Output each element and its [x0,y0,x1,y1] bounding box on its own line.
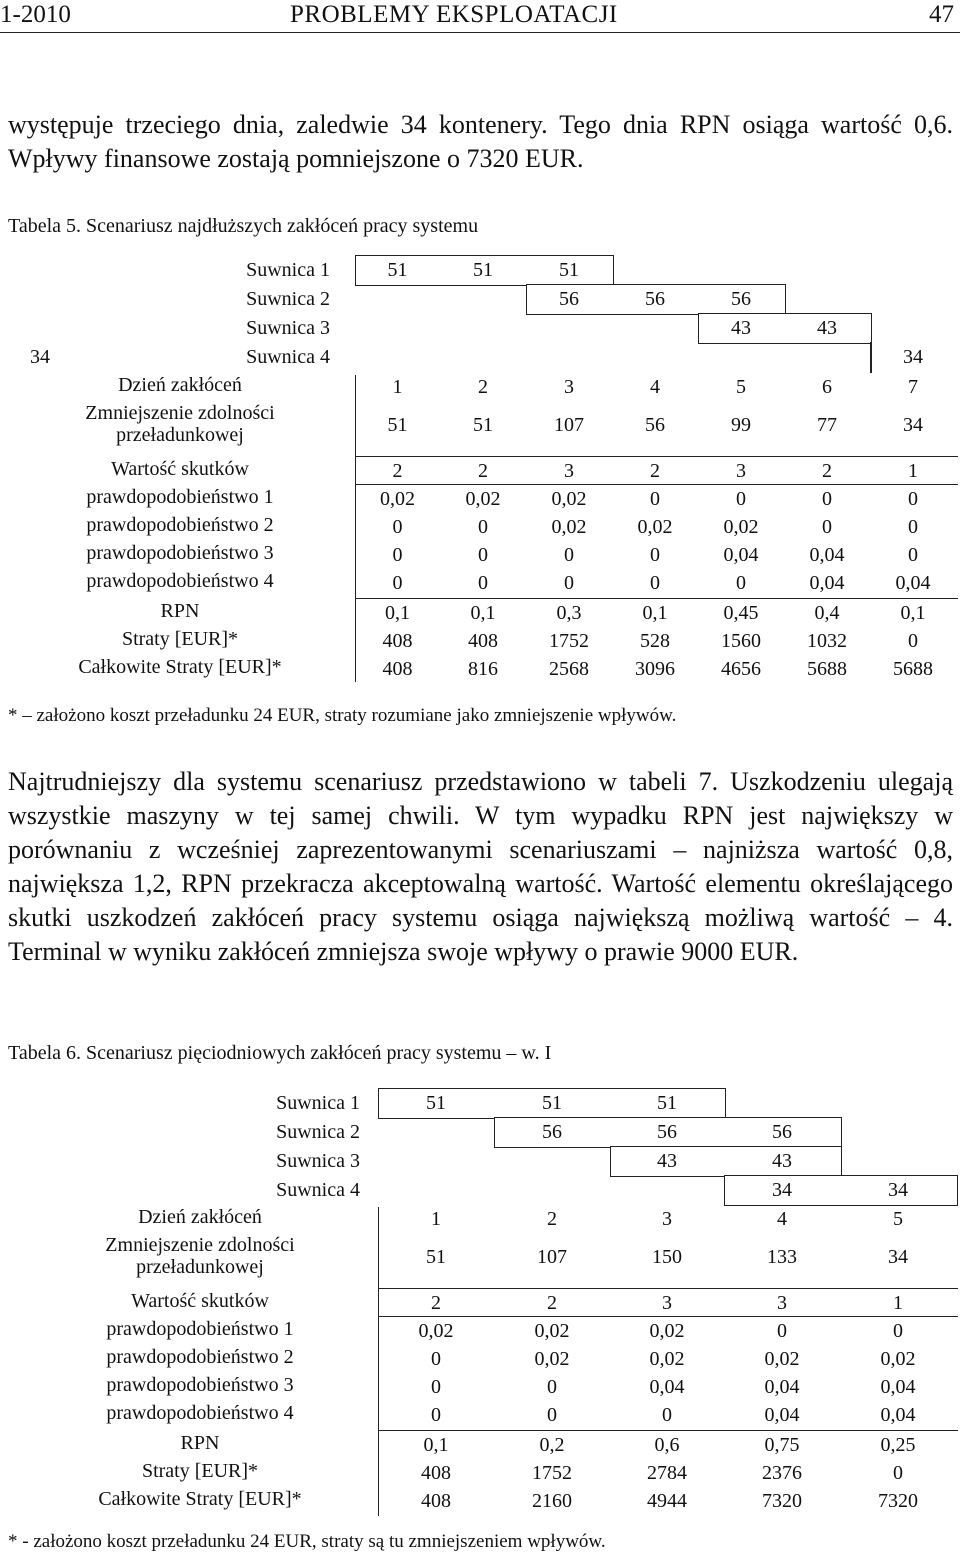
row-label: Zmniejszenie zdolności przeładunkowej [85,402,275,446]
cell-value: 4656 [721,658,761,680]
cell-value: 1752 [532,1462,572,1484]
crane-value: 56 [657,1121,677,1143]
cell-value: 3096 [635,658,675,680]
row-label: Wartość skutków [131,1290,269,1312]
cell-value: 0,04 [809,544,845,566]
table-divider [355,375,356,682]
row-separator [355,456,958,457]
cell-value: 107 [554,414,584,436]
row-separator [378,1316,958,1317]
row-label: Dzień zakłóceń [118,374,242,396]
cell-value: 0,04 [764,1376,800,1398]
cell-value: 2 [650,460,660,482]
row-separator [378,1288,958,1289]
table5-footnote: * – założono koszt przeładunku 24 EUR, straty rozumiane jako zmniejszenie wpływów. [8,705,677,726]
body-paragraph: Najtrudniejszy dla systemu scenariusz przedstawiono w tabeli 7. Uszkodzeniu ulegają wszystkie maszyny w tej samej chwili. W tym wypadku RPN jest największy w porównaniu z wcześniej zaprezentowanymi scenariuszami – najniższa wartość 0,8, największa 1,2, RPN przekracza akceptowalną wartość. Wartość elementu określającego skutki uszkodzeń zakłóceń pracy systemu osiąga największą możliwą wartość – 4. Terminal w wyniku zakłóceń zmniejsza swoje wpływy o prawie 9000 EUR. [8,767,953,966]
cell-value: 0 [908,544,918,566]
crane-value: 34 [30,346,50,368]
row-label: Straty [EUR]* [141,1460,259,1482]
row-label: prawdopodobieństwo 1 [86,486,274,508]
running-header [0,0,960,36]
cell-value: 2376 [762,1462,802,1484]
cell-value: 1 [893,1292,903,1314]
cell-value: 51 [473,414,493,436]
cell-value: 1 [431,1208,441,1230]
crane-value: 43 [772,1150,792,1172]
cell-value: 7320 [762,1490,802,1512]
table5-caption: Tabela 5. Scenariusz najdłuższych zakłóceń pracy systemu [8,215,479,237]
cell-value: 0,75 [764,1434,800,1456]
cell-value: 3 [662,1292,672,1314]
crane-label: Suwnica 2 [276,1121,360,1143]
cell-value: 0,25 [880,1434,916,1456]
cell-value: 7320 [878,1490,918,1512]
cell-value: 408 [382,630,413,652]
cell-value: 408 [421,1462,451,1484]
cell-value: 0 [777,1320,787,1342]
cell-value: 7 [908,376,918,398]
crane-label: Suwnica 3 [276,1150,360,1172]
cell-value: 34 [888,1246,908,1268]
cell-value: 0,6 [654,1434,680,1456]
cell-value: 0,02 [764,1348,800,1370]
cell-value: 0,02 [880,1348,916,1370]
cell-value: 0,02 [534,1320,570,1342]
cell-value: 5688 [807,658,847,680]
cell-value: 2 [547,1208,557,1230]
cell-value: 0 [662,1404,672,1426]
cell-value: 0,1 [900,602,926,624]
row-label: prawdopodobieństwo 4 [106,1402,294,1424]
cell-value: 4944 [647,1490,687,1512]
crane-value: 51 [559,259,579,281]
cell-value: 51 [426,1246,446,1268]
cell-value: 0,02 [534,1348,570,1370]
table6-caption: Tabela 6. Scenariusz pięciodniowych zakłóceń pracy systemu – w. I [8,1042,552,1064]
row-label: prawdopodobieństwo 2 [86,514,274,536]
cell-value: 2 [822,460,832,482]
cell-value: 408 [421,1490,451,1512]
cell-value: 5688 [893,658,933,680]
cell-value: 0 [908,630,918,652]
cell-value: 0 [908,516,918,538]
row-separator [355,484,958,485]
row-label: prawdopodobieństwo 4 [86,570,274,592]
cell-value: 0 [478,544,488,566]
cell-value: 0,1 [642,602,668,624]
cell-value: 0,1 [385,602,410,624]
cell-value: 0,04 [895,572,931,594]
cell-value: 0,02 [551,516,587,538]
table6-footnote: * - założono koszt przeładunku 24 EUR, straty są tu zmniejszeniem wpływów. [8,1531,606,1552]
cell-value: 107 [537,1246,567,1268]
crane-value: 51 [657,1092,677,1114]
cell-value: 0 [736,572,746,594]
cell-value: 1752 [549,630,589,652]
crane-bar [870,342,872,373]
cell-value: 2 [392,460,403,482]
cell-value: 2 [478,460,488,482]
cell-value: 528 [640,630,670,652]
cell-value: 0 [478,516,488,538]
cell-value: 51 [387,414,408,436]
cell-value: 1032 [807,630,847,652]
cell-value: 0 [564,572,574,594]
cell-value: 816 [468,658,498,680]
cell-value: 0 [478,572,488,594]
cell-value: 0 [893,1320,903,1342]
cell-value: 0,2 [539,1434,565,1456]
cell-value: 56 [645,414,665,436]
cell-value: 0,4 [814,602,840,624]
page-number: 47 [929,1,954,28]
cell-value: 0,04 [809,572,845,594]
cell-value: 3 [564,376,574,398]
cell-value: 99 [731,414,751,436]
cell-value: 5 [893,1208,903,1230]
cell-value: 0 [431,1348,441,1370]
cell-value: 1 [908,460,918,482]
crane-value: 56 [772,1121,792,1143]
cell-value: 0 [431,1376,441,1398]
cell-value: 34 [903,414,923,436]
cell-value: 0 [431,1404,441,1426]
crane-value: 51 [542,1092,562,1114]
cell-value: 0,02 [380,488,415,510]
crane-value: 56 [559,288,579,310]
row-separator [378,1430,958,1431]
cell-value: 0 [736,488,746,510]
cell-value: 0,02 [637,516,673,538]
cell-value: 4 [777,1208,787,1230]
crane-value: 56 [542,1121,562,1143]
crane-value: 43 [817,317,837,339]
cell-value: 4 [650,376,660,398]
cell-value: 0,02 [465,488,501,510]
cell-value: 0 [908,488,918,510]
row-label: RPN [160,600,200,622]
row-label: Straty [EUR]* [121,628,239,650]
cell-value: 2784 [647,1462,687,1484]
crane-value: 34 [888,1179,908,1201]
row-label: Zmniejszenie zdolności przeładunkowej [105,1234,295,1278]
table-divider [378,1207,379,1516]
cell-value: 408 [382,658,413,680]
cell-value: 77 [817,414,837,436]
cell-value: 3 [777,1292,787,1314]
cell-value: 2160 [532,1490,572,1512]
cell-value: 408 [468,630,498,652]
cell-value: 0,04 [723,544,759,566]
crane-value: 56 [731,288,751,310]
cell-value: 0 [392,572,403,594]
crane-value: 34 [772,1179,792,1201]
cell-value: 0 [547,1376,557,1398]
crane-label: Suwnica 2 [246,288,330,310]
crane-value: 43 [731,317,751,339]
cell-value: 0 [822,488,832,510]
cell-value: 0,02 [649,1320,685,1342]
crane-value: 51 [473,259,493,281]
row-label: Całkowite Straty [EUR]* [98,1488,302,1510]
cell-value: 0 [650,572,660,594]
crane-value: 56 [645,288,665,310]
cell-value: 3 [564,460,574,482]
cell-value: 2568 [549,658,589,680]
issue-number: 1-2010 [0,1,71,28]
cell-value: 0,02 [723,516,759,538]
row-separator [355,598,958,599]
cell-value: 0,04 [880,1404,916,1426]
crane-label: Suwnica 1 [246,259,330,281]
crane-value: 43 [657,1150,677,1172]
crane-value: 51 [387,259,408,281]
crane-value: 51 [426,1092,446,1114]
cell-value: 133 [767,1246,797,1268]
cell-value: 0 [547,1404,557,1426]
cell-value: 6 [822,376,832,398]
row-label: Dzień zakłóceń [138,1206,262,1228]
cell-value: 1560 [721,630,761,652]
crane-label: Suwnica 4 [276,1179,360,1201]
journal-title: PROBLEMY EKSPLOATACJI [290,1,618,28]
cell-value: 0,04 [880,1376,916,1398]
cell-value: 2 [431,1292,441,1314]
cell-value: 0,04 [649,1376,685,1398]
row-label: prawdopodobieństwo 3 [106,1374,294,1396]
cell-value: 2 [478,376,488,398]
cell-value: 0,1 [470,602,496,624]
cell-value: 0,04 [764,1404,800,1426]
row-label: RPN [180,1432,220,1454]
cell-value: 5 [736,376,746,398]
row-label: prawdopodobieństwo 3 [86,542,274,564]
row-label: Całkowite Straty [EUR]* [78,656,282,678]
cell-value: 0,3 [556,602,582,624]
crane-value: 34 [903,346,923,368]
cell-value: 0 [893,1462,903,1484]
crane-label: Suwnica 3 [246,317,330,339]
crane-label: Suwnica 1 [276,1092,360,1114]
cell-value: 3 [662,1208,672,1230]
cell-value: 0,02 [649,1348,685,1370]
header-rule [0,32,960,33]
cell-value: 150 [652,1246,682,1268]
cell-value: 0,45 [723,602,759,624]
cell-value: 0 [392,516,403,538]
cell-value: 2 [547,1292,557,1314]
row-label: Wartość skutków [111,458,249,480]
cell-value: 0,02 [418,1320,454,1342]
cell-value: 1 [392,376,403,398]
cell-value: 0,02 [551,488,587,510]
cell-value: 0 [822,516,832,538]
cell-value: 3 [736,460,746,482]
cell-value: 0 [650,544,660,566]
row-label: prawdopodobieństwo 1 [106,1318,294,1340]
cell-value: 0 [392,544,403,566]
cell-value: 0 [650,488,660,510]
intro-paragraph: występuje trzeciego dnia, zaledwie 34 kontenery. Tego dnia RPN osiąga wartość 0,6. Wpływy finansowe zostają pomniejszone o 7320 EUR. [8,110,953,173]
cell-value: 0,1 [423,1434,449,1456]
cell-value: 0 [564,544,574,566]
crane-label: Suwnica 4 [246,346,330,368]
row-label: prawdopodobieństwo 2 [106,1346,294,1368]
